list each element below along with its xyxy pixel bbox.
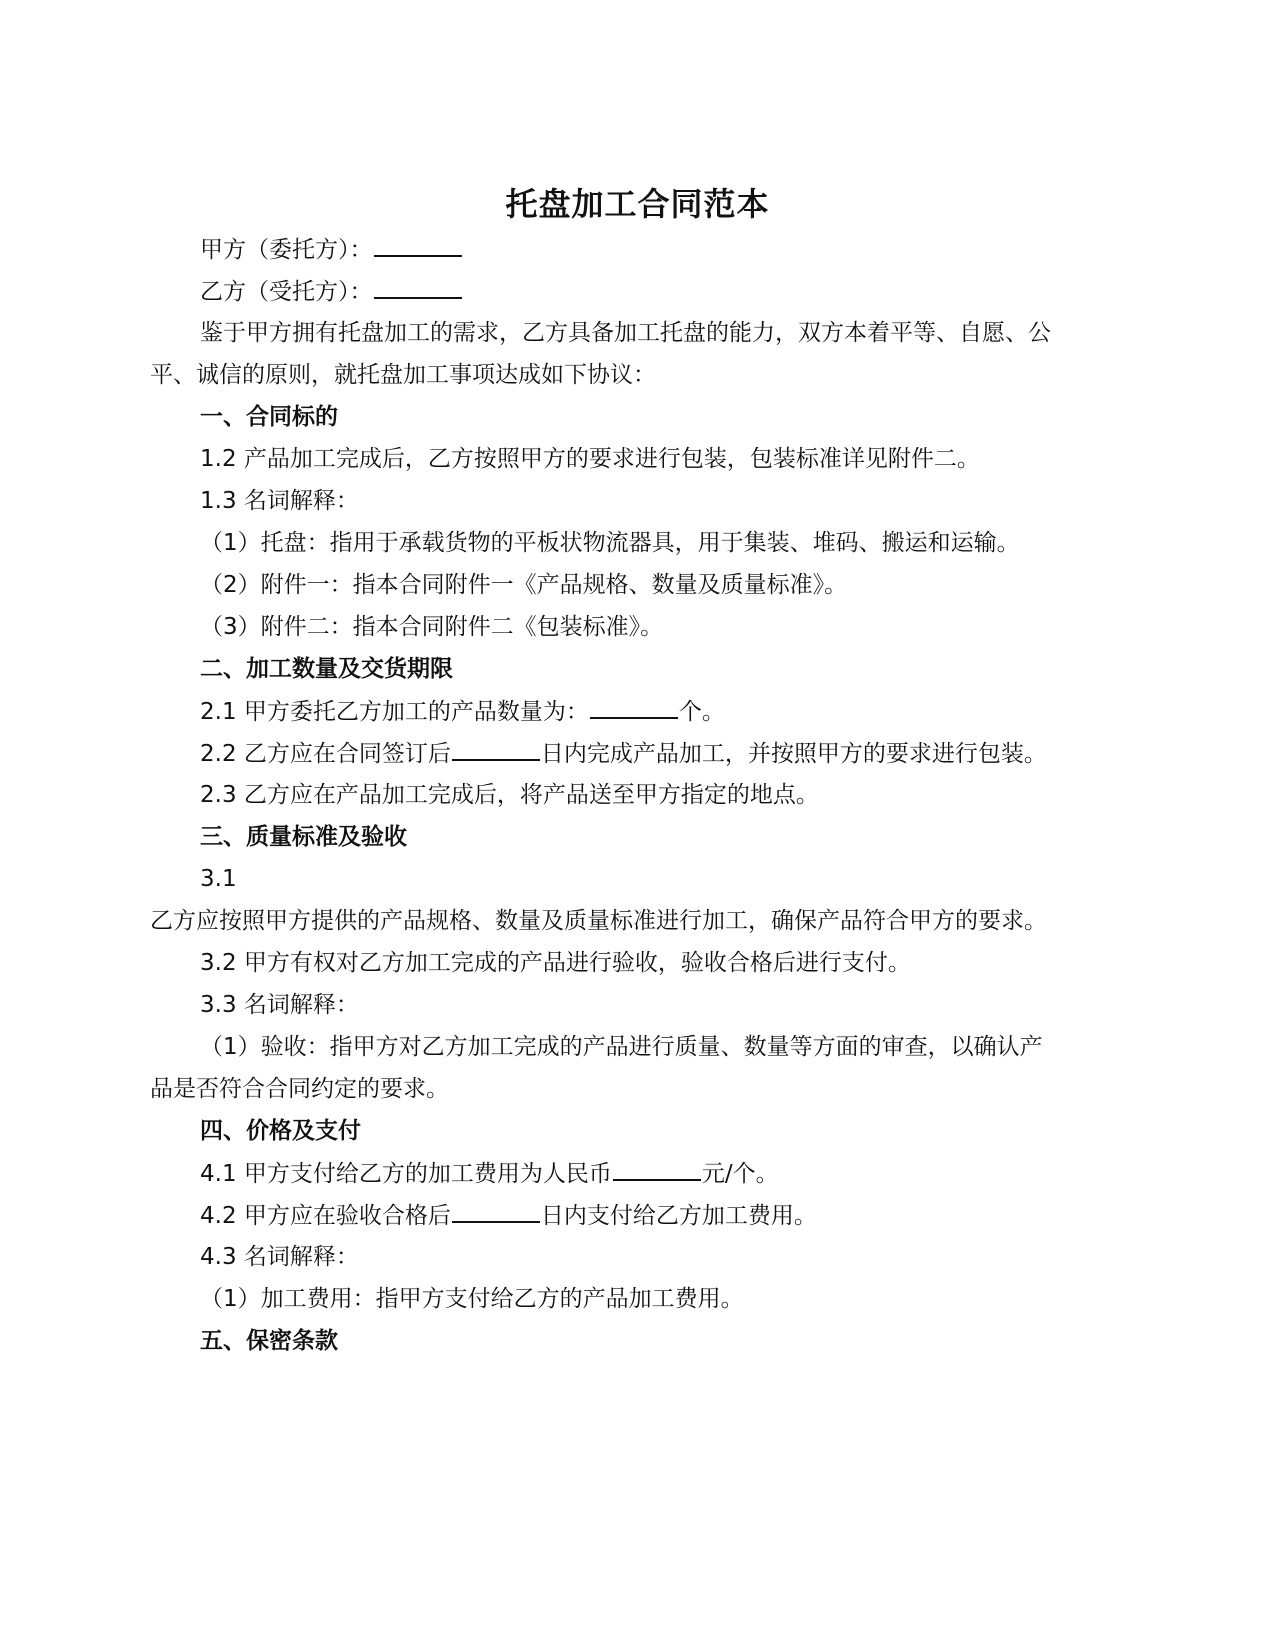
party-a-line	[200, 233, 463, 266]
clause-2-1	[200, 695, 725, 728]
clause-4-3: 4.3 名词解释：	[200, 1244, 359, 1270]
section-5-heading: 五、保密条款	[200, 1328, 338, 1354]
delivery-days-blank	[452, 737, 540, 761]
clause-3-2: 3.2 甲方有权对乙方加工完成的产品进行验收，验收合格后进行支付。	[200, 950, 911, 976]
clause-2-1-unit: 个。	[678, 699, 725, 725]
party-b-line	[200, 275, 463, 308]
clause-3-3: 3.3 名词解释：	[200, 992, 359, 1018]
clause-2-2	[200, 737, 1047, 770]
clause-2-2-rest: 日内完成产品加工，并按照甲方的要求进行包装。	[540, 741, 1047, 767]
definition-pallet: （1）托盘：指用于承载货物的平板状物流器具，用于集装、堆码、搬运和运输。	[200, 530, 1020, 556]
clause-4-1	[200, 1157, 779, 1190]
clause-4-1-unit: 元/个。	[701, 1161, 779, 1187]
party-a-blank	[374, 233, 462, 257]
clause-1-2: 1.2 产品加工完成后，乙方按照甲方的要求进行包装，包装标准详见附件二。	[200, 446, 980, 472]
clause-1-3: 1.3 名词解释：	[200, 488, 359, 514]
quantity-blank	[590, 695, 678, 719]
definition-acceptance-line-1: （1）验收：指甲方对乙方加工完成的产品进行质量、数量等方面的审查，以确认产	[200, 1034, 1043, 1060]
preamble-line-2: 平、诚信的原则，就托盘加工事项达成如下协议：	[150, 362, 656, 388]
definition-processing-fee: （1）加工费用：指甲方支付给乙方的产品加工费用。	[200, 1286, 744, 1312]
party-b-blank	[374, 275, 462, 299]
clause-2-1-text: 2.1 甲方委托乙方加工的产品数量为：	[200, 699, 589, 725]
party-b-label: 乙方（受托方）：	[200, 279, 373, 305]
definition-attachment-2: （3）附件二：指本合同附件二《包装标准》。	[200, 614, 664, 640]
definition-acceptance-line-2: 品是否符合合同约定的要求。	[150, 1076, 449, 1102]
preamble-line-1: 鉴于甲方拥有托盘加工的需求，乙方具备加工托盘的能力，双方本着平等、自愿、公	[200, 320, 1051, 346]
clause-4-2-rest: 日内支付给乙方加工费用。	[540, 1203, 817, 1229]
clause-3-1-text: 乙方应按照甲方提供的产品规格、数量及质量标准进行加工，确保产品符合甲方的要求。	[150, 908, 1047, 934]
section-2-heading: 二、加工数量及交货期限	[200, 656, 453, 682]
clause-4-2-text: 4.2 甲方应在验收合格后	[200, 1203, 451, 1229]
definition-attachment-1: （2）附件一：指本合同附件一《产品规格、数量及质量标准》。	[200, 572, 848, 598]
section-3-heading: 三、质量标准及验收	[200, 824, 407, 850]
price-blank	[613, 1157, 701, 1181]
payment-days-blank	[452, 1199, 540, 1223]
clause-4-1-text: 4.1 甲方支付给乙方的加工费用为人民币	[200, 1161, 612, 1187]
clause-2-3: 2.3 乙方应在产品加工完成后，将产品送至甲方指定的地点。	[200, 782, 819, 808]
document-title: 托盘加工合同范本	[505, 185, 770, 223]
clause-4-2	[200, 1199, 817, 1232]
party-a-label: 甲方（委托方）：	[200, 237, 373, 263]
clause-2-2-text: 2.2 乙方应在合同签订后	[200, 741, 451, 767]
section-4-heading: 四、价格及支付	[200, 1118, 361, 1144]
section-1-heading: 一、合同标的	[200, 404, 338, 430]
clause-3-1-number: 3.1	[200, 866, 237, 892]
